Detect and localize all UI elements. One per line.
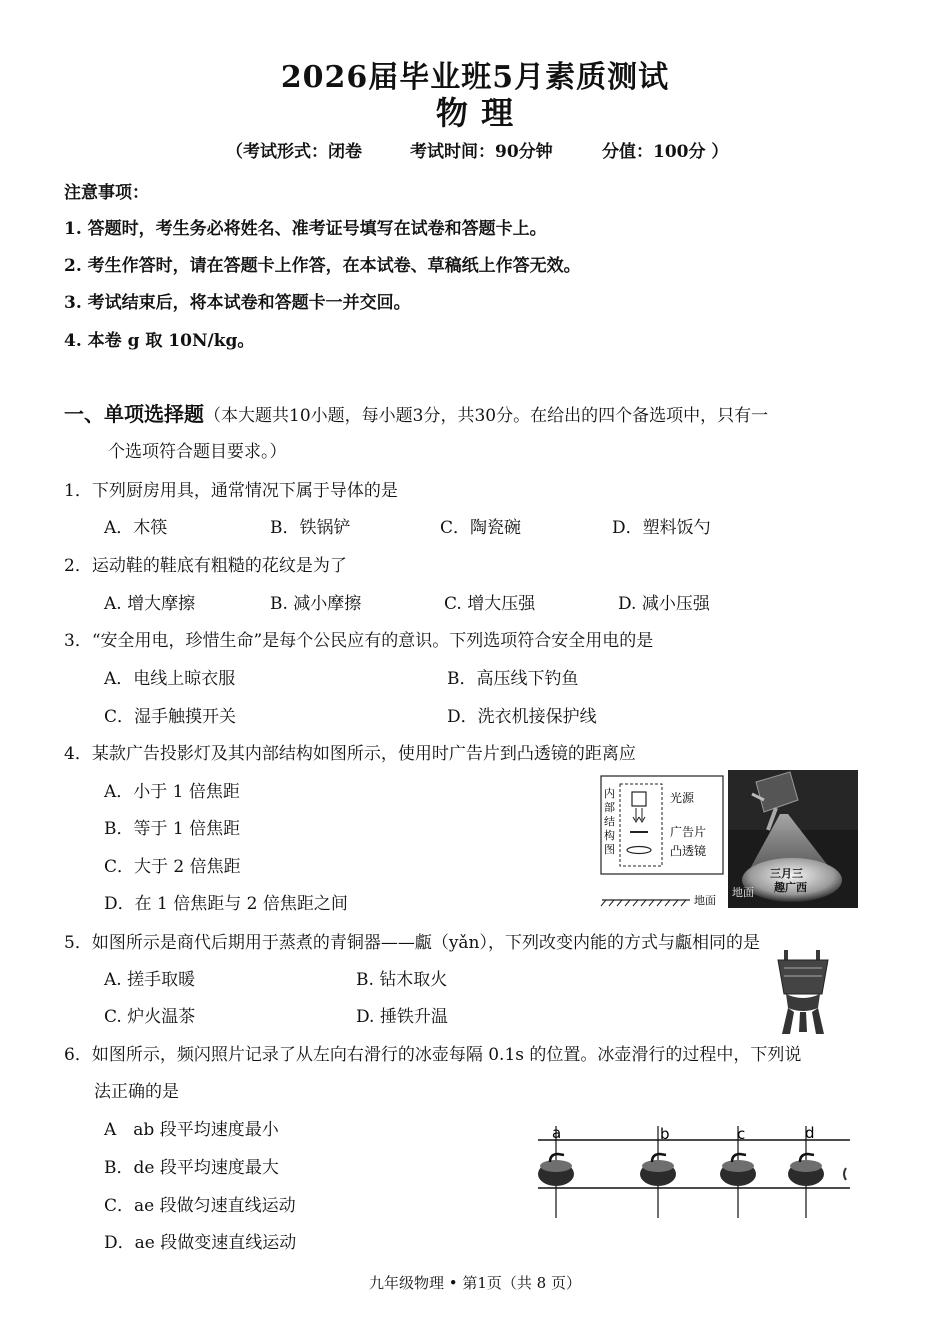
q6-option-c: C．ae 段做匀速直线运动 [104, 1196, 296, 1216]
q5-option-b: B. 钻木取火 [356, 970, 448, 990]
photo-ground-label: 地面 [732, 886, 754, 899]
q3-option-b: B．高压线下钓鱼 [447, 669, 579, 689]
label-a: a [552, 1124, 562, 1142]
page-footer: 九年级物理 • 第1页（共 8 页） [368, 1274, 581, 1292]
q5-option-c: C. 炉火温茶 [104, 1007, 196, 1027]
question-2-stem: 2．运动鞋的鞋底有粗糙的花纹是为了 [64, 556, 347, 576]
bronze-yan-image [772, 950, 834, 1036]
projected-spot [742, 858, 842, 902]
projected-text: 三月三 [770, 867, 803, 880]
q3-option-d: D．洗衣机接保护线 [447, 707, 597, 727]
q1-option-c: C．陶瓷碗 [440, 518, 522, 538]
question-6-stem-cont: 法正确的是 [94, 1082, 179, 1102]
lens-shape [627, 847, 651, 854]
q6-option-b: B．de 段平均速度最大 [104, 1158, 279, 1178]
lens-label: 凸透镜 [670, 844, 707, 858]
curling-strobe-photo [532, 1122, 852, 1222]
exam-time: 考试时间：90分钟 [410, 142, 553, 162]
projector-structure-diagram [598, 770, 728, 910]
svg-text:构: 构 [604, 829, 615, 842]
label-d: d [805, 1124, 815, 1142]
q4-option-a: A．小于 1 倍焦距 [104, 782, 240, 802]
svg-text:部: 部 [604, 801, 615, 814]
ad-film-label: 广告片 [670, 825, 707, 839]
exam-form: （考试形式：闭卷 [226, 142, 362, 162]
label-b: b [660, 1125, 670, 1143]
side-label: 内 [604, 787, 615, 800]
label-c: c [737, 1125, 746, 1143]
q3-option-c: C．湿手触摸开关 [104, 707, 237, 727]
svg-text:图: 图 [604, 843, 615, 856]
light-source-label: 光源 [670, 791, 695, 805]
q5-option-d: D. 捶铁升温 [356, 1007, 448, 1027]
q1-option-a: A．木筷 [104, 518, 168, 538]
question-6-stem: 6．如图所示，频闪照片记录了从左向右滑行的冰壶每隔 0.1s 的位置。冰壶滑行的过程中，下列说 [64, 1045, 802, 1065]
q4-option-b: B．等于 1 倍焦距 [104, 819, 241, 839]
q2-option-a: A. 增大摩擦 [104, 594, 196, 614]
light-source-shape [632, 792, 646, 806]
subject-title: 物 理 [435, 94, 515, 132]
q1-option-b: B．铁锅铲 [270, 518, 351, 538]
q1-option-d: D．塑料饭勺 [612, 518, 711, 538]
notice-item: 1. 答题时，考生务必将姓名、准考证号填写在试卷和答题卡上。 [64, 219, 547, 239]
q2-option-b: B. 减小摩擦 [270, 594, 362, 614]
projector-photo [728, 770, 858, 908]
section-note-cont: 个选项符合题目要求。） [108, 442, 287, 462]
question-1-stem: 1．下列厨房用具，通常情况下属于导体的是 [64, 481, 398, 501]
notice-heading: 注意事项： [64, 183, 149, 203]
ground-label: 地面 [694, 894, 716, 907]
svg-text:结: 结 [604, 815, 615, 828]
section-note: （本大题共10小题，每小题3分，共30分。在给出的四个备选项中，只有一 [204, 406, 769, 426]
q4-option-c: C．大于 2 倍焦距 [104, 857, 241, 877]
projected-text: 趣广西 [774, 881, 807, 894]
q3-option-a: A．电线上晾衣服 [104, 669, 236, 689]
exam-score: 分值：100分 ） [602, 142, 729, 162]
yan-lower-body [786, 994, 820, 1011]
q4-option-d: D．在 1 倍焦距与 2 倍焦距之间 [104, 894, 348, 914]
q6-option-d: D．ae 段做变速直线运动 [104, 1233, 297, 1253]
q5-option-a: A. 搓手取暖 [104, 970, 196, 990]
q2-option-d: D. 减小压强 [618, 594, 710, 614]
question-4-stem: 4．某款广告投影灯及其内部结构如图所示，使用时广告片到凸透镜的距离应 [64, 744, 636, 764]
question-3-stem: 3．“安全用电，珍惜生命”是每个公民应有的意识。下列选项符合安全用电的是 [64, 631, 654, 651]
q2-option-c: C. 增大压强 [444, 594, 536, 614]
question-5-stem: 5．如图所示是商代后期用于蒸煮的青铜器——甗（yǎn），下列改变内能的方式与甗相同的是 [64, 933, 761, 953]
section-title: 一、单项选择题 [64, 402, 204, 426]
q6-option-a: A ab 段平均速度最小 [104, 1120, 279, 1140]
notice-item: 4. 本卷 g 取 10N/kg。 [64, 331, 255, 351]
notice-item: 3. 考试结束后，将本试卷和答题卡一并交回。 [64, 293, 411, 313]
notice-item: 2. 考生作答时，请在答题卡上作答，在本试卷、草稿纸上作答无效。 [64, 256, 581, 276]
exam-title: 2026届毕业班5月素质测试 [280, 60, 670, 95]
